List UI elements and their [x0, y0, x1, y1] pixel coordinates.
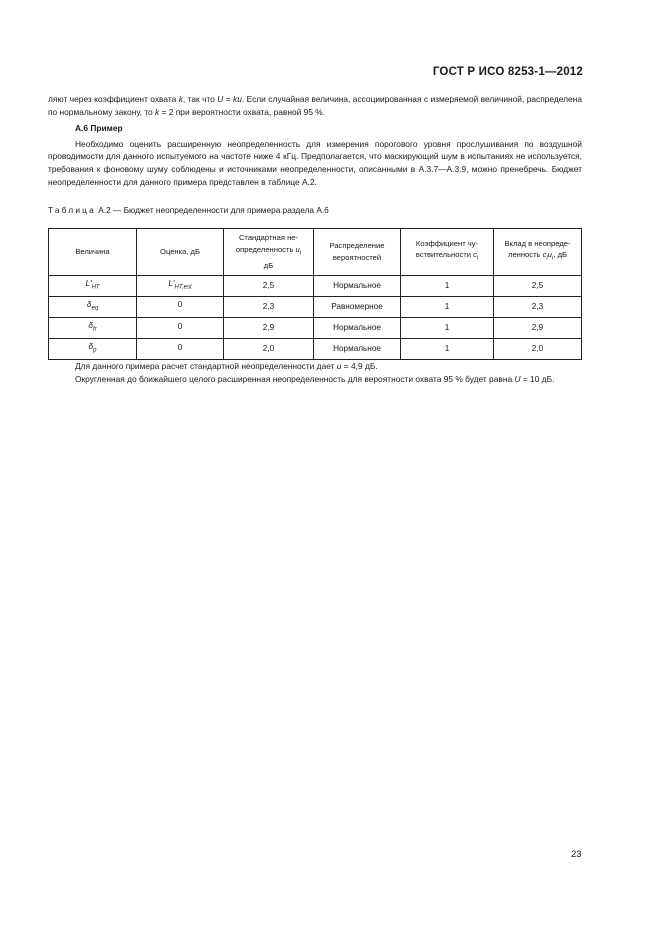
- cell-std-uncertainty: 2,0: [224, 339, 314, 360]
- cell-quantity: $L'_{HT}$: [49, 275, 137, 296]
- cell-contribution: 2,5: [494, 275, 582, 296]
- header-std-uncertainty: Стандартная не- определенность $u_i$ дБ: [224, 228, 314, 275]
- cell-estimate: 0: [137, 339, 224, 360]
- section-heading: А.6 Пример: [75, 123, 123, 134]
- table-caption: Таблица А.2 — Бюджет неопределенности для примера раздела А.6: [48, 205, 329, 216]
- header-quantity: Величина: [49, 228, 137, 275]
- header-distribution: Распределение вероятностей: [314, 228, 401, 275]
- table-row: [49, 275, 582, 296]
- cell-sensitivity: 1: [401, 296, 494, 317]
- cell-distribution: Нормальное: [314, 275, 401, 296]
- cell-estimate: 0: [137, 318, 224, 339]
- section-paragraph: Необходимо оценить расширенную неопределенность для измерения порогового уровня прослушивания по воздушной проводимости для данного испытуемого на частоте ниже 4 кГц. Предполагается, что маскирующий шум в испытаниях не используется, требования к фоновому шуму соблюдены и источниками неопределенности, описанными в А.3.7—А.3.9, можно пренебречь. Бюджет неопределенности для данного примера представлен в таблице А.2.: [48, 138, 582, 187]
- result-paragraph: Для данного примера расчет стандартной неопределенности дает u = 4,9 дБ.: [75, 361, 378, 372]
- cell-sensitivity: 1: [401, 318, 494, 339]
- cell-quantity: $\delta_p$: [49, 339, 137, 360]
- rounded-result-paragraph: Округленная до ближайшего целого расширенная неопределенность для вероятности охвата 95 % будет равна U = 10 дБ.: [75, 373, 555, 384]
- uncertainty-budget-table: [48, 228, 582, 361]
- intro-paragraph: ляют через коэффициент охвата k, так что U = ku. Если случайная величина, ассоциированная с измеряемой величиной, распределена по нормальному закону, то k = 2 при вероятности охвата, равной 95 %.: [48, 94, 582, 117]
- table-header-row: [49, 228, 582, 275]
- header-contribution: Вклад в неопреде- ленность $c_iu_i$, дБ: [494, 228, 582, 275]
- page-number: 23: [571, 849, 582, 860]
- cell-quantity: $\delta_{fr}$: [49, 318, 137, 339]
- header-sensitivity: Коэффициент чу- вствительности $c_i$: [401, 228, 494, 275]
- table-row: [49, 296, 582, 317]
- cell-contribution: 2,0: [494, 339, 582, 360]
- table-row: [49, 339, 582, 360]
- cell-distribution: Нормальное: [314, 318, 401, 339]
- cell-contribution: 2,9: [494, 318, 582, 339]
- cell-distribution: Равномерное: [314, 296, 401, 317]
- cell-std-uncertainty: 2,3: [224, 296, 314, 317]
- cell-distribution: Нормальное: [314, 339, 401, 360]
- page-content: [48, 93, 582, 386]
- cell-sensitivity: 1: [401, 275, 494, 296]
- cell-sensitivity: 1: [401, 339, 494, 360]
- cell-std-uncertainty: 2,5: [224, 275, 314, 296]
- header-estimate: Оценка, дБ: [137, 228, 224, 275]
- cell-estimate: 0: [137, 296, 224, 317]
- cell-estimate: $L'_{HT,est}$: [137, 275, 224, 296]
- cell-quantity: $\delta_{eq}$: [49, 296, 137, 317]
- cell-contribution: 2,3: [494, 296, 582, 317]
- document-header: ГОСТ Р ИСО 8253-1—2012: [432, 66, 583, 78]
- cell-std-uncertainty: 2,9: [224, 318, 314, 339]
- table-row: [49, 318, 582, 339]
